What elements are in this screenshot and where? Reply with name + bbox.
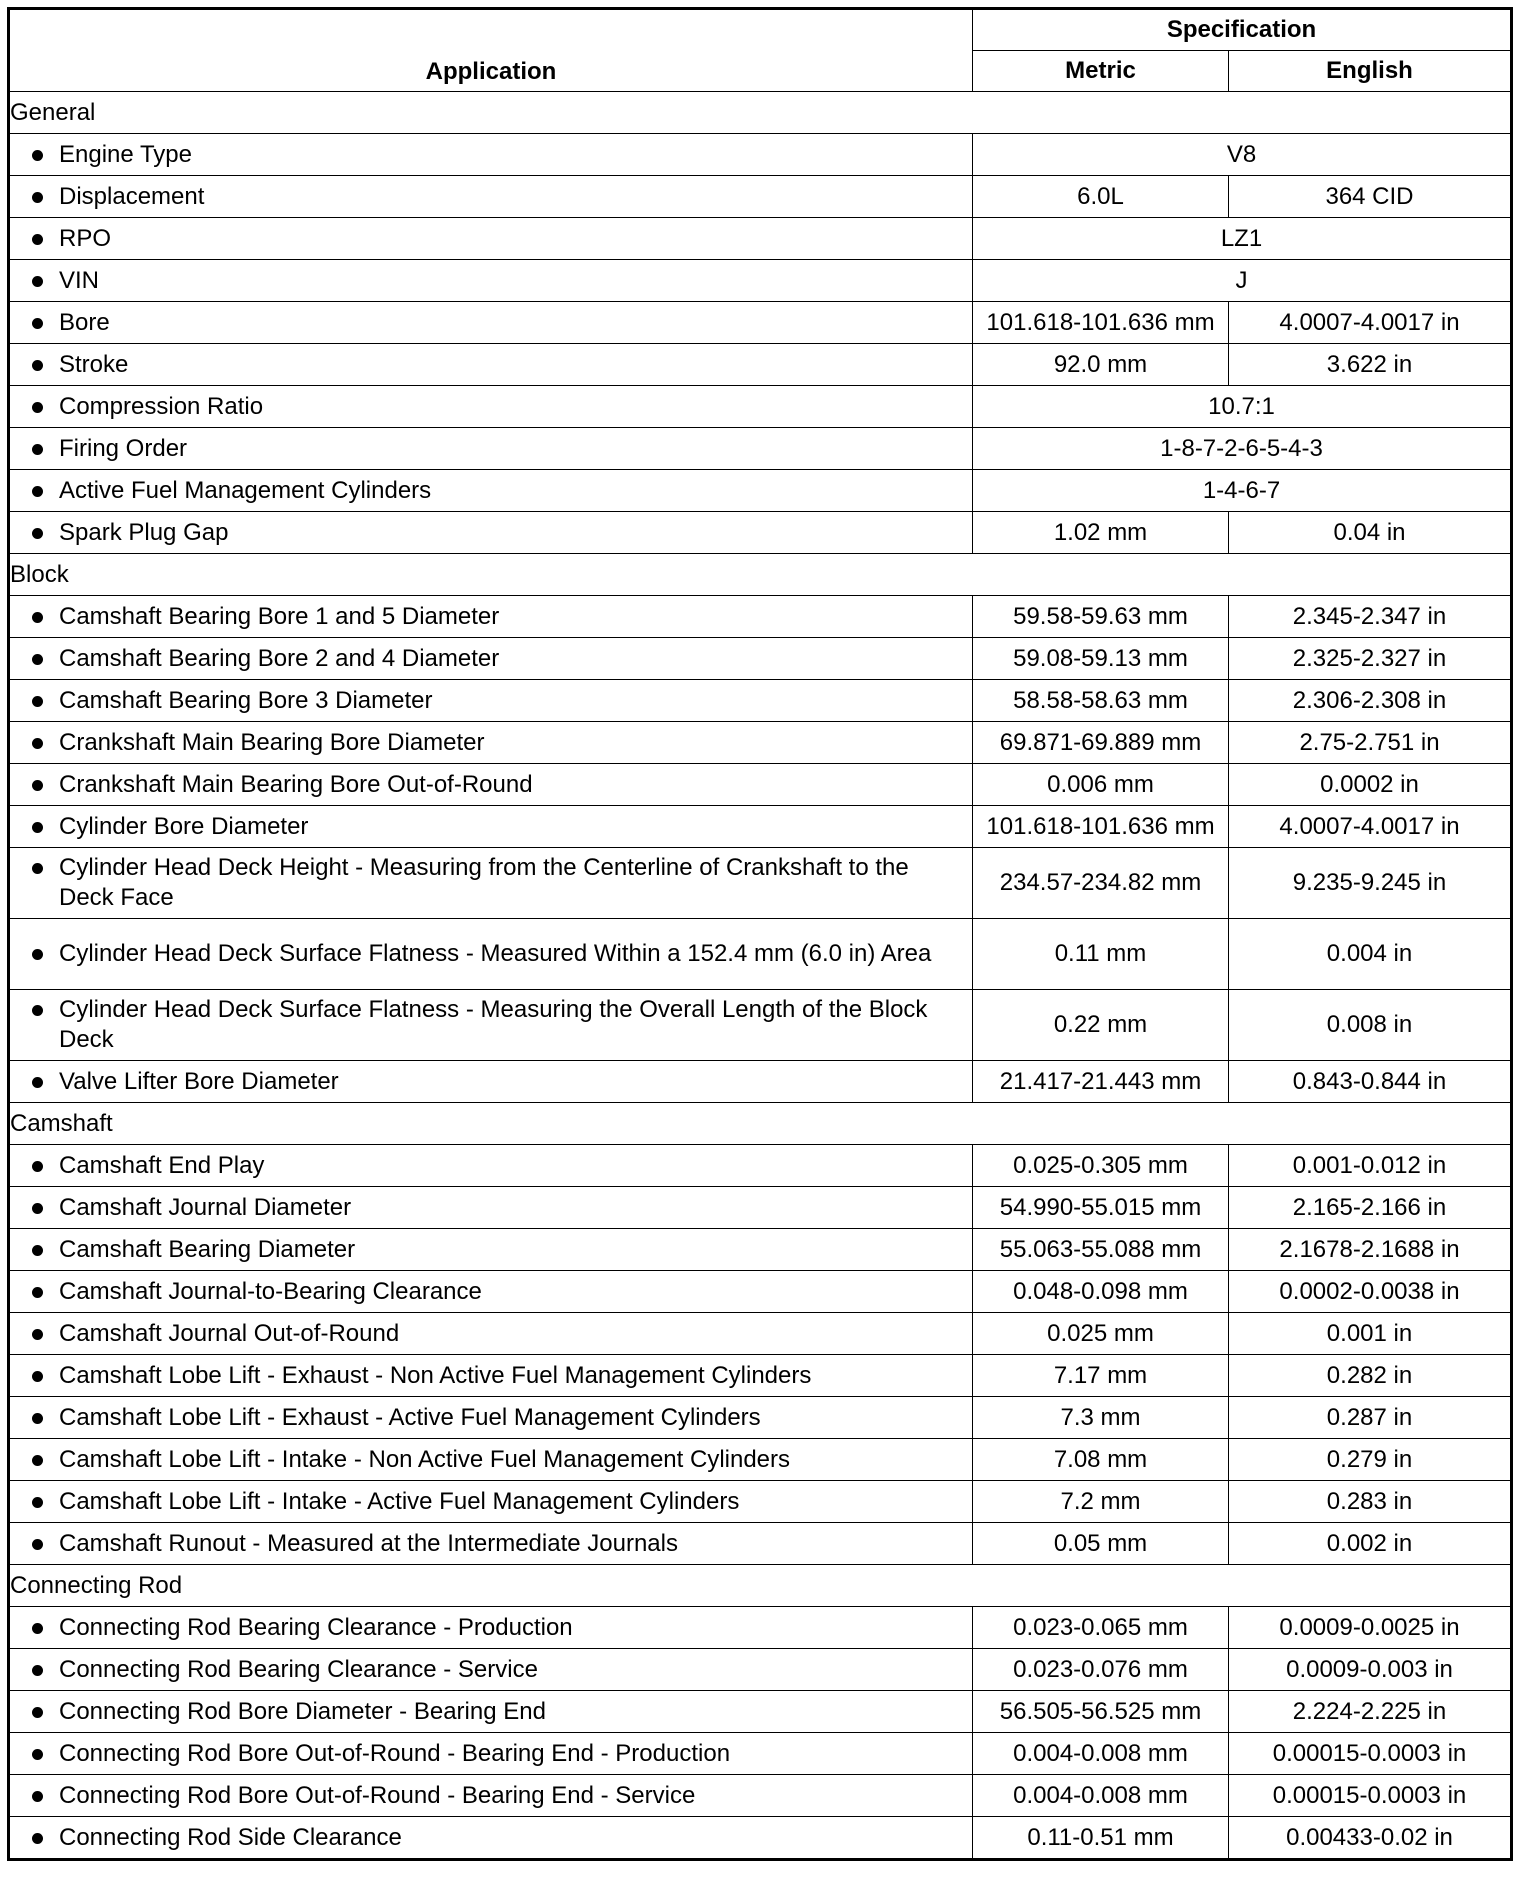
application-cell <box>9 764 973 806</box>
application-wrap <box>32 770 962 800</box>
bullet-icon <box>32 822 43 833</box>
english-value: 0.00433-0.02 in <box>1229 1817 1512 1860</box>
application-label: Camshaft Journal Diameter <box>59 1193 352 1221</box>
application-wrap <box>32 1445 962 1475</box>
section-row <box>9 92 1512 134</box>
bullet-icon <box>32 1665 43 1676</box>
bullet-icon <box>32 1749 43 1760</box>
application-label: Cylinder Head Deck Height - Measuring from the Centerline of Crankshaft to the Deck Face <box>59 854 909 911</box>
bullet-icon <box>32 1791 43 1802</box>
application-wrap <box>32 728 962 758</box>
metric-value: 0.048-0.098 mm <box>973 1271 1229 1313</box>
english-value: 2.75-2.751 in <box>1229 722 1512 764</box>
table-row <box>9 1271 1512 1313</box>
application-wrap <box>32 518 962 548</box>
application-cell <box>9 1691 973 1733</box>
application-label: Camshaft Bearing Bore 3 Diameter <box>59 686 433 714</box>
bullet-icon <box>32 780 43 791</box>
bullet-icon <box>32 654 43 665</box>
application-cell <box>9 512 973 554</box>
metric-value: 0.023-0.076 mm <box>973 1649 1229 1691</box>
combined-value: LZ1 <box>973 218 1512 260</box>
application-label: Cylinder Head Deck Surface Flatness - Measuring the Overall Length of the Block Deck <box>59 996 928 1053</box>
table-row <box>9 386 1512 428</box>
engine-spec-table <box>7 7 1513 1861</box>
application-cell <box>9 1607 973 1649</box>
metric-header: Metric <box>973 51 1229 92</box>
metric-value: 56.505-56.525 mm <box>973 1691 1229 1733</box>
metric-value: 58.58-58.63 mm <box>973 680 1229 722</box>
metric-value: 6.0L <box>973 176 1229 218</box>
english-value: 0.0002 in <box>1229 764 1512 806</box>
application-label: Displacement <box>59 182 205 210</box>
english-value: 0.008 in <box>1229 990 1512 1061</box>
metric-value: 55.063-55.088 mm <box>973 1229 1229 1271</box>
application-wrap <box>32 1151 962 1181</box>
table-row <box>9 428 1512 470</box>
section-title: Connecting Rod <box>9 1565 1512 1607</box>
application-cell <box>9 919 973 990</box>
english-value: 2.224-2.225 in <box>1229 1691 1512 1733</box>
table-row <box>9 919 1512 990</box>
metric-value: 7.08 mm <box>973 1439 1229 1481</box>
application-label: VIN <box>59 266 100 294</box>
application-cell <box>9 344 973 386</box>
application-label: Bore <box>59 308 110 336</box>
english-value: 0.001 in <box>1229 1313 1512 1355</box>
bullet-icon <box>32 1245 43 1256</box>
bullet-icon <box>32 863 43 874</box>
spec-table-body <box>9 92 1512 1860</box>
application-label: Camshaft Lobe Lift - Exhaust - Active Fuel Management Cylinders <box>59 1403 761 1431</box>
application-cell <box>9 1481 973 1523</box>
table-row <box>9 1145 1512 1187</box>
metric-value: 0.004-0.008 mm <box>973 1733 1229 1775</box>
application-wrap <box>32 266 962 296</box>
bullet-icon <box>32 276 43 287</box>
bullet-icon <box>32 1371 43 1382</box>
application-label: Stroke <box>59 350 129 378</box>
english-value: 2.325-2.327 in <box>1229 638 1512 680</box>
metric-value: 21.417-21.443 mm <box>973 1061 1229 1103</box>
bullet-icon <box>32 1707 43 1718</box>
section-title: Camshaft <box>9 1103 1512 1145</box>
english-header: English <box>1229 51 1512 92</box>
application-label: Valve Lifter Bore Diameter <box>59 1067 339 1095</box>
metric-value: 0.11-0.51 mm <box>973 1817 1229 1860</box>
table-row <box>9 1481 1512 1523</box>
english-value: 0.00015-0.0003 in <box>1229 1733 1512 1775</box>
application-label: Camshaft Bearing Diameter <box>59 1235 356 1263</box>
metric-value: 7.17 mm <box>973 1355 1229 1397</box>
application-wrap <box>32 1739 962 1769</box>
combined-value: 10.7:1 <box>973 386 1512 428</box>
table-row <box>9 1607 1512 1649</box>
english-value: 0.04 in <box>1229 512 1512 554</box>
bullet-icon <box>32 234 43 245</box>
application-label: RPO <box>59 224 112 252</box>
bullet-icon <box>32 1203 43 1214</box>
application-label: Camshaft Bearing Bore 2 and 4 Diameter <box>59 644 500 672</box>
combined-value: 1-4-6-7 <box>973 470 1512 512</box>
table-row <box>9 176 1512 218</box>
table-row <box>9 1775 1512 1817</box>
table-row <box>9 638 1512 680</box>
application-cell <box>9 722 973 764</box>
table-row <box>9 806 1512 848</box>
application-cell <box>9 1817 973 1860</box>
application-wrap <box>32 812 962 842</box>
table-row <box>9 302 1512 344</box>
bullet-icon <box>32 318 43 329</box>
table-row <box>9 1439 1512 1481</box>
header-row-top <box>9 9 1512 51</box>
metric-value: 0.006 mm <box>973 764 1229 806</box>
application-label: Connecting Rod Bearing Clearance - Service <box>59 1655 538 1683</box>
application-label: Connecting Rod Side Clearance <box>59 1823 402 1851</box>
table-row <box>9 1649 1512 1691</box>
application-wrap <box>32 853 962 913</box>
english-value: 0.001-0.012 in <box>1229 1145 1512 1187</box>
application-wrap <box>32 350 962 380</box>
english-value: 0.0009-0.0025 in <box>1229 1607 1512 1649</box>
table-row <box>9 1397 1512 1439</box>
application-wrap <box>32 1403 962 1433</box>
bullet-icon <box>32 1413 43 1424</box>
metric-value: 0.05 mm <box>973 1523 1229 1565</box>
metric-value: 69.871-69.889 mm <box>973 722 1229 764</box>
english-value: 2.165-2.166 in <box>1229 1187 1512 1229</box>
table-row <box>9 1355 1512 1397</box>
bullet-icon <box>32 360 43 371</box>
application-wrap <box>32 602 962 632</box>
metric-value: 54.990-55.015 mm <box>973 1187 1229 1229</box>
table-row <box>9 764 1512 806</box>
specification-header: Specification <box>973 9 1512 51</box>
english-value: 4.0007-4.0017 in <box>1229 806 1512 848</box>
application-wrap <box>32 939 962 969</box>
application-label: Crankshaft Main Bearing Bore Diameter <box>59 728 485 756</box>
application-cell <box>9 302 973 344</box>
bullet-icon <box>32 1623 43 1634</box>
bullet-icon <box>32 1077 43 1088</box>
application-label: Camshaft Runout - Measured at the Intermediate Journals <box>59 1529 678 1557</box>
application-label: Camshaft Bearing Bore 1 and 5 Diameter <box>59 602 500 630</box>
metric-value: 101.618-101.636 mm <box>973 302 1229 344</box>
table-row <box>9 1733 1512 1775</box>
metric-value: 59.08-59.13 mm <box>973 638 1229 680</box>
table-row <box>9 722 1512 764</box>
application-cell <box>9 848 973 919</box>
section-title: Block <box>9 554 1512 596</box>
bullet-icon <box>32 738 43 749</box>
application-wrap <box>32 1361 962 1391</box>
table-row <box>9 470 1512 512</box>
application-wrap <box>32 1697 962 1727</box>
english-value: 0.002 in <box>1229 1523 1512 1565</box>
combined-value: V8 <box>973 134 1512 176</box>
bullet-icon <box>32 192 43 203</box>
application-label: Camshaft Lobe Lift - Intake - Non Active Fuel Management Cylinders <box>59 1445 791 1473</box>
bullet-icon <box>32 528 43 539</box>
table-row <box>9 1817 1512 1860</box>
bullet-icon <box>32 1833 43 1844</box>
application-header: Application <box>9 9 973 92</box>
application-wrap <box>32 686 962 716</box>
application-cell <box>9 990 973 1061</box>
english-value: 0.0002-0.0038 in <box>1229 1271 1512 1313</box>
metric-value: 0.025-0.305 mm <box>973 1145 1229 1187</box>
application-cell <box>9 1397 973 1439</box>
application-cell <box>9 1439 973 1481</box>
application-label: Firing Order <box>59 434 188 462</box>
application-wrap <box>32 476 962 506</box>
application-wrap <box>32 182 962 212</box>
bullet-icon <box>32 486 43 497</box>
application-label: Camshaft Journal Out-of-Round <box>59 1319 400 1347</box>
application-wrap <box>32 224 962 254</box>
application-wrap <box>32 644 962 674</box>
application-wrap <box>32 1319 962 1349</box>
metric-value: 101.618-101.636 mm <box>973 806 1229 848</box>
application-wrap <box>32 1277 962 1307</box>
english-value: 2.345-2.347 in <box>1229 596 1512 638</box>
bullet-icon <box>32 150 43 161</box>
metric-value: 0.22 mm <box>973 990 1229 1061</box>
english-value: 0.282 in <box>1229 1355 1512 1397</box>
application-cell <box>9 638 973 680</box>
application-cell <box>9 1355 973 1397</box>
application-cell <box>9 1733 973 1775</box>
metric-value: 7.2 mm <box>973 1481 1229 1523</box>
application-label: Connecting Rod Bearing Clearance - Production <box>59 1613 573 1641</box>
metric-value: 234.57-234.82 mm <box>973 848 1229 919</box>
metric-value: 59.58-59.63 mm <box>973 596 1229 638</box>
application-label: Camshaft End Play <box>59 1151 265 1179</box>
application-wrap <box>32 308 962 338</box>
application-cell <box>9 386 973 428</box>
table-row <box>9 680 1512 722</box>
table-row <box>9 134 1512 176</box>
application-wrap <box>32 1529 962 1559</box>
english-value: 364 CID <box>1229 176 1512 218</box>
table-row <box>9 1313 1512 1355</box>
metric-value: 0.025 mm <box>973 1313 1229 1355</box>
english-value: 9.235-9.245 in <box>1229 848 1512 919</box>
application-wrap <box>32 1655 962 1685</box>
table-row <box>9 218 1512 260</box>
bullet-icon <box>32 1287 43 1298</box>
application-cell <box>9 1271 973 1313</box>
application-cell <box>9 806 973 848</box>
bullet-icon <box>32 696 43 707</box>
english-value: 0.279 in <box>1229 1439 1512 1481</box>
english-value: 0.00015-0.0003 in <box>1229 1775 1512 1817</box>
table-row <box>9 1187 1512 1229</box>
bullet-icon <box>32 402 43 413</box>
table-row <box>9 1691 1512 1733</box>
metric-value: 0.023-0.065 mm <box>973 1607 1229 1649</box>
section-row <box>9 554 1512 596</box>
application-cell <box>9 1229 973 1271</box>
application-wrap <box>32 1193 962 1223</box>
english-value: 0.283 in <box>1229 1481 1512 1523</box>
application-cell <box>9 1145 973 1187</box>
application-label: Camshaft Journal-to-Bearing Clearance <box>59 1277 482 1305</box>
application-label: Camshaft Lobe Lift - Exhaust - Non Active Fuel Management Cylinders <box>59 1361 812 1389</box>
application-label: Connecting Rod Bore Diameter - Bearing End <box>59 1697 546 1725</box>
application-wrap <box>32 392 962 422</box>
combined-value: J <box>973 260 1512 302</box>
section-row <box>9 1103 1512 1145</box>
application-cell <box>9 596 973 638</box>
table-row <box>9 1523 1512 1565</box>
english-value: 0.004 in <box>1229 919 1512 990</box>
bullet-icon <box>32 1539 43 1550</box>
application-cell <box>9 1313 973 1355</box>
application-label: Cylinder Head Deck Surface Flatness - Measured Within a 152.4 mm (6.0 in) Area <box>59 940 932 967</box>
application-cell <box>9 1775 973 1817</box>
application-cell <box>9 176 973 218</box>
section-row <box>9 1565 1512 1607</box>
application-cell <box>9 1523 973 1565</box>
table-row <box>9 1061 1512 1103</box>
english-value: 4.0007-4.0017 in <box>1229 302 1512 344</box>
bullet-icon <box>32 949 43 960</box>
table-row <box>9 1229 1512 1271</box>
table-row <box>9 344 1512 386</box>
bullet-icon <box>32 1455 43 1466</box>
metric-value: 1.02 mm <box>973 512 1229 554</box>
application-label: Compression Ratio <box>59 392 264 420</box>
combined-value: 1-8-7-2-6-5-4-3 <box>973 428 1512 470</box>
application-label: Engine Type <box>59 140 192 168</box>
application-wrap <box>32 434 962 464</box>
application-label: Crankshaft Main Bearing Bore Out-of-Round <box>59 770 533 798</box>
bullet-icon <box>32 612 43 623</box>
application-label: Camshaft Lobe Lift - Intake - Active Fuel Management Cylinders <box>59 1487 740 1515</box>
application-label: Active Fuel Management Cylinders <box>59 476 432 504</box>
english-value: 2.306-2.308 in <box>1229 680 1512 722</box>
english-value: 3.622 in <box>1229 344 1512 386</box>
application-cell <box>9 470 973 512</box>
bullet-icon <box>32 444 43 455</box>
bullet-icon <box>32 1497 43 1508</box>
application-wrap <box>32 1823 962 1853</box>
english-value: 2.1678-2.1688 in <box>1229 1229 1512 1271</box>
application-wrap <box>32 1613 962 1643</box>
application-wrap <box>32 995 962 1055</box>
application-cell <box>9 1187 973 1229</box>
table-row <box>9 512 1512 554</box>
metric-value: 0.004-0.008 mm <box>973 1775 1229 1817</box>
table-row <box>9 990 1512 1061</box>
metric-value: 7.3 mm <box>973 1397 1229 1439</box>
application-cell <box>9 428 973 470</box>
application-cell <box>9 260 973 302</box>
table-row <box>9 260 1512 302</box>
application-wrap <box>32 1067 962 1097</box>
section-title: General <box>9 92 1512 134</box>
english-value: 0.287 in <box>1229 1397 1512 1439</box>
application-wrap <box>32 1487 962 1517</box>
application-wrap <box>32 1781 962 1811</box>
application-cell <box>9 1649 973 1691</box>
table-row <box>9 596 1512 638</box>
application-wrap <box>32 1235 962 1265</box>
bullet-icon <box>32 1161 43 1172</box>
application-cell <box>9 680 973 722</box>
bullet-icon <box>32 1329 43 1340</box>
metric-value: 0.11 mm <box>973 919 1229 990</box>
application-label: Connecting Rod Bore Out-of-Round - Bearing End - Service <box>59 1781 696 1809</box>
table-row <box>9 848 1512 919</box>
application-cell <box>9 218 973 260</box>
metric-value: 92.0 mm <box>973 344 1229 386</box>
application-cell <box>9 134 973 176</box>
application-cell <box>9 1061 973 1103</box>
application-label: Spark Plug Gap <box>59 518 229 546</box>
application-label: Cylinder Bore Diameter <box>59 812 309 840</box>
english-value: 0.0009-0.003 in <box>1229 1649 1512 1691</box>
english-value: 0.843-0.844 in <box>1229 1061 1512 1103</box>
bullet-icon <box>32 1005 43 1016</box>
application-wrap <box>32 140 962 170</box>
application-label: Connecting Rod Bore Out-of-Round - Bearing End - Production <box>59 1739 731 1767</box>
